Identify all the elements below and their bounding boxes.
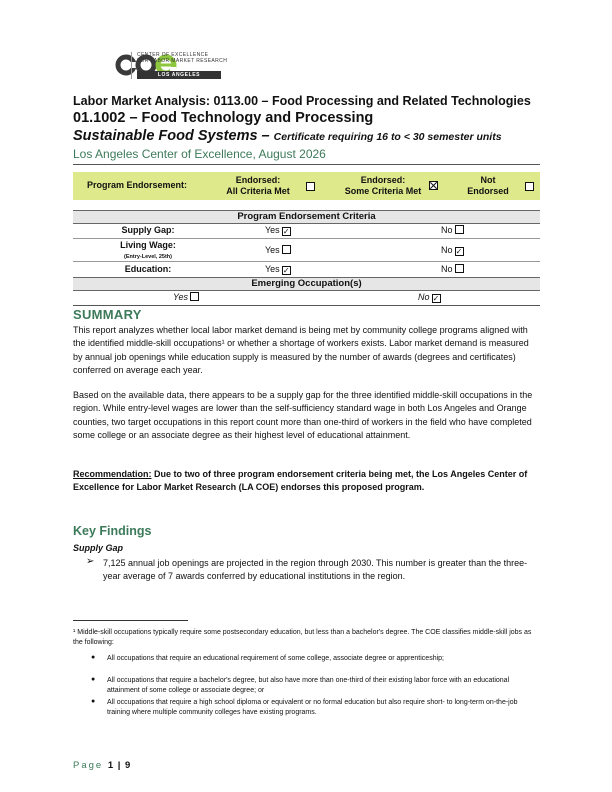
arrow-bullet-icon: ➢ [86, 556, 95, 567]
logo-text: CENTER OF EXCELLENCE FOR LABOR MARKET RESEARCH [137, 52, 228, 65]
report-title-line1: Labor Market Analysis: 0113.00 – Food Processing and Related Technologies [73, 94, 531, 108]
endorsed-all-label: Endorsed: All Criteria Met [226, 175, 290, 196]
summary-paragraph-1: This report analyzes whether local labor market demand is being met by community college programs aligned with the identified middle-skill occupations¹ or whether a shortage of workers exists. Labor market demand is measured by annual job openings while education supply is measured by the number of awards (degrees and certificates) conferred on average each year. [73, 325, 529, 375]
living-wage-no: No ✓ [441, 245, 463, 256]
footnote-rule [73, 620, 188, 621]
finding-bullet: 7,125 annual job openings are projected in the region through 2030. This number is greater than the three-year average of 7 awards conferred by educational institutions in the region. [103, 558, 528, 582]
report-title-line3: Sustainable Food Systems – Certificate requiring 16 to < 30 semester units [73, 128, 502, 144]
criteria-table-header: Program Endorsement Criteria [73, 210, 540, 224]
endorsed-all-checkbox [306, 182, 315, 191]
report-source-date: Los Angeles Center of Excellence, August 2026 [73, 147, 326, 161]
check-icon: ✓ [282, 266, 290, 275]
endorsement-label: Program Endorsement: [86, 180, 188, 190]
logo-bar: LOS ANGELES [137, 71, 221, 79]
supply-gap-yes: Yes ✓ [265, 225, 290, 236]
logo-divider [131, 52, 132, 79]
footnote-intro: ¹ Middle-skill occupations typically require some postsecondary education, but less than a bachelor's degree. The COE classifies middle-skill jobs as the following: [73, 629, 532, 646]
empty-checkbox-icon [455, 225, 464, 234]
row-divider [73, 238, 540, 239]
bullet-dot-icon: ● [91, 676, 96, 683]
row-divider [73, 261, 540, 262]
header-rule [73, 164, 540, 165]
empty-checkbox-icon [190, 292, 199, 301]
check-icon: ✓ [282, 227, 290, 236]
key-findings-heading: Key Findings [73, 524, 152, 538]
summary-heading: SUMMARY [73, 307, 142, 322]
emerging-yes: Yes [173, 292, 199, 302]
endorsement-band [73, 172, 540, 200]
check-icon: ✓ [455, 247, 463, 256]
endorsed-some-label: Endorsed: Some Criteria Met [344, 175, 422, 196]
empty-checkbox-icon [282, 245, 291, 254]
summary-paragraph-2: Based on the available data, there appears to be a supply gap for the three identified middle-skill occupations in the region. While entry-level wages are lower than the self-sufficiency standard wage in both Los Angeles and Orange counties, two target occupations in this report count more than one-third of workers in the field who have completed some college or an associate degree as their highest level of educational attainment. [73, 390, 533, 440]
footnote-item: All occupations that require a bachelor's degree, but also have more than one-third of their existing labor force with an educational attainment of some college or associate degree; or [107, 677, 510, 694]
check-icon: ✓ [432, 294, 440, 303]
living-wage-yes: Yes [265, 245, 291, 255]
education-no: No [441, 264, 464, 274]
footnote-item: All occupations that require a high school diploma or equivalent or no formal education but also require short- to long-term on-the-job training where multiple community colleges have existing programs. [107, 699, 518, 716]
emerging-no: No ✓ [418, 292, 440, 303]
report-title-line2: 01.1002 – Food Technology and Processing [73, 110, 374, 126]
recommendation: Recommendation: Due to two of three program endorsement criteria being met, the Los Angeles Center of Excellence for Labor Market Research (LA COE) endorses this proposed program. [73, 469, 528, 493]
not-endorsed-checkbox [525, 182, 534, 191]
empty-checkbox-icon [455, 264, 464, 273]
supply-gap-no: No [441, 225, 464, 235]
bullet-dot-icon: ● [91, 654, 96, 661]
endorsed-some-checkbox-checked [429, 181, 438, 190]
not-endorsed-label: Not Endorsed [467, 175, 509, 196]
education-yes: Yes ✓ [265, 264, 290, 275]
page-number: Page 1 | 9 [73, 760, 132, 771]
emerging-occupations-header: Emerging Occupation(s) [73, 277, 540, 291]
table-bottom-rule [73, 305, 540, 306]
footnote-item: All occupations that require an educational requirement of some college, associate degree or apprenticeship; [107, 655, 444, 662]
bullet-dot-icon: ● [91, 698, 96, 705]
supply-gap-subheading: Supply Gap [73, 543, 124, 553]
